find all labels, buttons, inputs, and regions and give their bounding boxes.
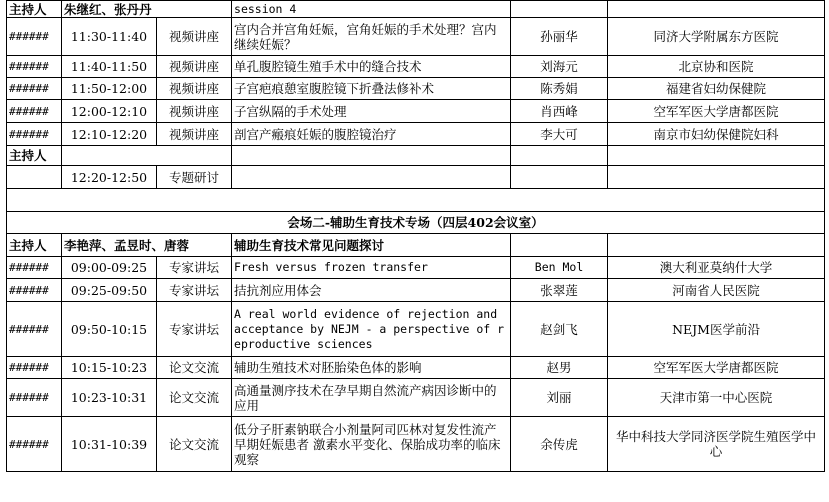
time-cell: 09:00-09:25 — [62, 257, 157, 279]
host-label: 主持人 — [7, 1, 62, 18]
date-cell: ###### — [7, 417, 62, 472]
empty-cell — [608, 166, 825, 189]
speaker-cell: 赵男 — [511, 357, 608, 379]
org-cell: 同济大学附属东方医院 — [608, 18, 825, 56]
table-row — [7, 123, 825, 146]
session-host-row — [7, 1, 825, 18]
org-cell: 天津市第一中心医院 — [608, 379, 825, 417]
table-row — [7, 56, 825, 78]
speaker-cell: 陈秀娟 — [511, 78, 608, 100]
time-cell: 12:10-12:20 — [62, 123, 157, 146]
table-row — [7, 257, 825, 279]
type-cell: 专家讲坛 — [157, 302, 232, 357]
date-cell: ###### — [7, 357, 62, 379]
date-cell: ###### — [7, 56, 62, 78]
org-cell: 北京协和医院 — [608, 56, 825, 78]
empty-cell — [608, 1, 825, 18]
org-cell: 福建省妇幼保健院 — [608, 78, 825, 100]
empty-cell — [232, 166, 511, 189]
session-host-row — [7, 146, 825, 166]
topic-cell: 宫内合并宫角妊娠，宫角妊娠的手术处理？宫内继续妊娠？ — [232, 18, 511, 56]
topic-cell: 拮抗剂应用体会 — [232, 279, 511, 302]
type-cell: 视频讲座 — [157, 100, 232, 123]
org-cell: NEJM医学前沿 — [608, 302, 825, 357]
topic-cell: A real world evidence of rejection and acceptance by NEJM - a perspective of reproductive sciences — [232, 302, 511, 357]
date-cell: ###### — [7, 279, 62, 302]
empty-cell — [511, 1, 608, 18]
time-cell: 11:50-12:00 — [62, 78, 157, 100]
type-cell: 论文交流 — [157, 357, 232, 379]
host-names: 李艳萍、孟昱时、唐蓉 — [62, 234, 232, 257]
table-row — [7, 100, 825, 123]
spacer-row — [7, 189, 825, 212]
type-cell: 论文交流 — [157, 379, 232, 417]
type-cell: 视频讲座 — [157, 78, 232, 100]
session-host-row — [7, 234, 825, 257]
table-row — [7, 357, 825, 379]
speaker-cell: 刘丽 — [511, 379, 608, 417]
time-cell: 12:20-12:50 — [62, 166, 157, 189]
speaker-cell: 张翠莲 — [511, 279, 608, 302]
time-cell: 10:31-10:39 — [62, 417, 157, 472]
table-row — [7, 279, 825, 302]
type-cell: 视频讲座 — [157, 56, 232, 78]
time-cell: 10:15-10:23 — [62, 357, 157, 379]
date-cell: ###### — [7, 18, 62, 56]
type-cell: 视频讲座 — [157, 123, 232, 146]
topic-cell: 子宫纵隔的手术处理 — [232, 100, 511, 123]
speaker-cell: 李大可 — [511, 123, 608, 146]
date-cell: ###### — [7, 78, 62, 100]
empty-cell — [608, 146, 825, 166]
host-label: 主持人 — [7, 146, 62, 166]
type-cell: 视频讲座 — [157, 18, 232, 56]
host-label: 主持人 — [7, 234, 62, 257]
empty-cell — [7, 189, 825, 212]
table-row — [7, 18, 825, 56]
speaker-cell: 刘海元 — [511, 56, 608, 78]
table-row — [7, 417, 825, 472]
org-cell: 华中科技大学同济医学院生殖医学中心 — [608, 417, 825, 472]
table-row — [7, 302, 825, 357]
time-cell: 09:50-10:15 — [62, 302, 157, 357]
org-cell: 南京市妇幼保健院妇科 — [608, 123, 825, 146]
type-cell: 专题研讨 — [157, 166, 232, 189]
table-row — [7, 78, 825, 100]
type-cell: 论文交流 — [157, 417, 232, 472]
table-row — [7, 379, 825, 417]
venue-heading: 会场二-辅助生育技术专场（四层402会议室） — [7, 212, 825, 234]
time-cell: 12:00-12:10 — [62, 100, 157, 123]
topic-cell: 低分子肝素钠联合小剂量阿司匹林对复发性流产早期妊娠患者 激素水平变化、保胎成功率的临床观察 — [232, 417, 511, 472]
speaker-cell: 赵剑飞 — [511, 302, 608, 357]
org-cell: 河南省人民医院 — [608, 279, 825, 302]
session-title: session 4 — [232, 1, 511, 18]
schedule-table — [6, 0, 825, 472]
date-cell: ###### — [7, 257, 62, 279]
date-cell: ###### — [7, 100, 62, 123]
host-names: 朱继红、张丹丹 — [62, 1, 232, 18]
session-title: 辅助生育技术常见问题探讨 — [232, 234, 511, 257]
date-cell: ###### — [7, 123, 62, 146]
speaker-cell: Ben Mol — [511, 257, 608, 279]
org-cell: 空军军医大学唐都医院 — [608, 357, 825, 379]
empty-cell — [608, 234, 825, 257]
empty-cell — [7, 166, 62, 189]
venue-heading-row — [7, 212, 825, 234]
time-cell: 11:40-11:50 — [62, 56, 157, 78]
topic-cell: 单孔腹腔镜生殖手术中的缝合技术 — [232, 56, 511, 78]
topic-cell: 辅助生殖技术对胚胎染色体的影响 — [232, 357, 511, 379]
date-cell: ###### — [7, 379, 62, 417]
speaker-cell: 肖西峰 — [511, 100, 608, 123]
org-cell: 澳大利亚莫纳什大学 — [608, 257, 825, 279]
table-row — [7, 166, 825, 189]
empty-cell — [511, 166, 608, 189]
date-cell: ###### — [7, 302, 62, 357]
topic-cell: Fresh versus frozen transfer — [232, 257, 511, 279]
time-cell: 09:25-09:50 — [62, 279, 157, 302]
empty-cell — [511, 146, 608, 166]
speaker-cell: 孙丽华 — [511, 18, 608, 56]
empty-cell — [232, 146, 511, 166]
org-cell: 空军军医大学唐都医院 — [608, 100, 825, 123]
empty-cell — [511, 234, 608, 257]
topic-cell: 剖宫产瘢痕妊娠的腹腔镜治疗 — [232, 123, 511, 146]
topic-cell: 子宫疤痕憩室腹腔镜下折叠法修补术 — [232, 78, 511, 100]
empty-cell — [62, 146, 232, 166]
time-cell: 10:23-10:31 — [62, 379, 157, 417]
time-cell: 11:30-11:40 — [62, 18, 157, 56]
type-cell: 专家讲坛 — [157, 257, 232, 279]
speaker-cell: 余传虎 — [511, 417, 608, 472]
type-cell: 专家讲坛 — [157, 279, 232, 302]
topic-cell: 高通量测序技术在孕早期自然流产病因诊断中的应用 — [232, 379, 511, 417]
